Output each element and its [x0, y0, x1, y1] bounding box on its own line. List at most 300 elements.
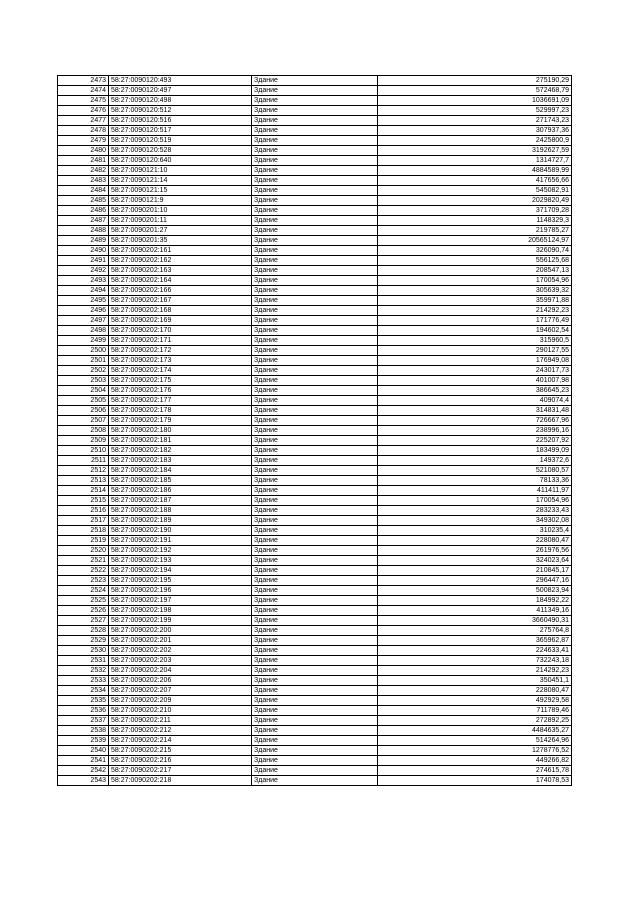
row-number-cell: 2528	[58, 626, 109, 636]
cadastral-value-cell: 4884589,99	[378, 166, 572, 176]
row-number-cell: 2501	[58, 356, 109, 366]
cadastral-value-cell: 529997,23	[378, 106, 572, 116]
cadastral-number-cell: 58:27:0090120:517	[109, 126, 252, 136]
cadastral-value-cell: 176949,08	[378, 356, 572, 366]
object-type-cell: Здание	[252, 746, 378, 756]
object-type-cell: Здание	[252, 266, 378, 276]
cadastral-value-cell: 1148329,3	[378, 216, 572, 226]
cadastral-number-cell: 58:27:0090120:512	[109, 106, 252, 116]
row-number-cell: 2483	[58, 176, 109, 186]
object-type-cell: Здание	[252, 256, 378, 266]
table-row	[58, 616, 572, 626]
row-number-cell: 2529	[58, 636, 109, 646]
object-type-cell: Здание	[252, 386, 378, 396]
object-type-cell: Здание	[252, 736, 378, 746]
cadastral-number-cell: 58:27:0090202:189	[109, 516, 252, 526]
table-row	[58, 646, 572, 656]
table-row	[58, 346, 572, 356]
row-number-cell: 2520	[58, 546, 109, 556]
object-type-cell: Здание	[252, 776, 378, 786]
table-row	[58, 176, 572, 186]
cadastral-value-cell: 171776,49	[378, 316, 572, 326]
cadastral-number-cell: 58:27:0090120:493	[109, 76, 252, 86]
cadastral-number-cell: 58:27:0090202:162	[109, 256, 252, 266]
cadastral-number-cell: 58:27:0090202:197	[109, 596, 252, 606]
object-type-cell: Здание	[252, 656, 378, 666]
row-number-cell: 2540	[58, 746, 109, 756]
cadastral-value-cell: 184992,22	[378, 596, 572, 606]
table-row	[58, 76, 572, 86]
row-number-cell: 2484	[58, 186, 109, 196]
table-row	[58, 686, 572, 696]
object-type-cell: Здание	[252, 586, 378, 596]
table-row	[58, 766, 572, 776]
cadastral-number-cell: 58:27:0090202:179	[109, 416, 252, 426]
object-type-cell: Здание	[252, 486, 378, 496]
row-number-cell: 2482	[58, 166, 109, 176]
cadastral-value-cell: 572468,79	[378, 86, 572, 96]
row-number-cell: 2480	[58, 146, 109, 156]
row-number-cell: 2487	[58, 216, 109, 226]
cadastral-number-cell: 58:27:0090201:35	[109, 236, 252, 246]
cadastral-number-cell: 58:27:0090202:175	[109, 376, 252, 386]
row-number-cell: 2478	[58, 126, 109, 136]
row-number-cell: 2475	[58, 96, 109, 106]
table-row	[58, 486, 572, 496]
cadastral-value-cell: 411411,97	[378, 486, 572, 496]
object-type-cell: Здание	[252, 86, 378, 96]
row-number-cell: 2485	[58, 196, 109, 206]
table-row	[58, 266, 572, 276]
cadastral-number-cell: 58:27:0090202:172	[109, 346, 252, 356]
object-type-cell: Здание	[252, 216, 378, 226]
table-row	[58, 606, 572, 616]
cadastral-value-cell: 296447,16	[378, 576, 572, 586]
object-type-cell: Здание	[252, 206, 378, 216]
cadastral-value-table	[57, 75, 572, 786]
cadastral-number-cell: 58:27:0090121:10	[109, 166, 252, 176]
table-row	[58, 376, 572, 386]
object-type-cell: Здание	[252, 306, 378, 316]
cadastral-number-cell: 58:27:0090202:195	[109, 576, 252, 586]
cadastral-number-cell: 58:27:0090202:196	[109, 586, 252, 596]
row-number-cell: 2537	[58, 716, 109, 726]
table-row	[58, 406, 572, 416]
object-type-cell: Здание	[252, 496, 378, 506]
row-number-cell: 2531	[58, 656, 109, 666]
row-number-cell: 2474	[58, 86, 109, 96]
object-type-cell: Здание	[252, 76, 378, 86]
table-row	[58, 716, 572, 726]
table-row	[58, 756, 572, 766]
table-row	[58, 426, 572, 436]
cadastral-value-cell: 238996,16	[378, 426, 572, 436]
cadastral-value-cell: 1278776,52	[378, 746, 572, 756]
cadastral-number-cell: 58:27:0090202:206	[109, 676, 252, 686]
object-type-cell: Здание	[252, 346, 378, 356]
table-row	[58, 656, 572, 666]
object-type-cell: Здание	[252, 376, 378, 386]
cadastral-number-cell: 58:27:0090202:185	[109, 476, 252, 486]
cadastral-number-cell: 58:27:0090202:207	[109, 686, 252, 696]
cadastral-number-cell: 58:27:0090202:201	[109, 636, 252, 646]
row-number-cell: 2493	[58, 276, 109, 286]
object-type-cell: Здание	[252, 366, 378, 376]
object-type-cell: Здание	[252, 136, 378, 146]
cadastral-value-cell: 514264,96	[378, 736, 572, 746]
cadastral-value-cell: 174078,53	[378, 776, 572, 786]
table-row	[58, 436, 572, 446]
row-number-cell: 2481	[58, 156, 109, 166]
table-row	[58, 216, 572, 226]
cadastral-value-cell: 2029820,49	[378, 196, 572, 206]
row-number-cell: 2519	[58, 536, 109, 546]
cadastral-number-cell: 58:27:0090201:27	[109, 226, 252, 236]
table-row	[58, 116, 572, 126]
table-row	[58, 256, 572, 266]
object-type-cell: Здание	[252, 606, 378, 616]
cadastral-number-cell: 58:27:0090120:516	[109, 116, 252, 126]
cadastral-number-cell: 58:27:0090202:211	[109, 716, 252, 726]
cadastral-value-cell: 492929,58	[378, 696, 572, 706]
row-number-cell: 2488	[58, 226, 109, 236]
cadastral-number-cell: 58:27:0090202:194	[109, 566, 252, 576]
cadastral-number-cell: 58:27:0090202:180	[109, 426, 252, 436]
object-type-cell: Здание	[252, 446, 378, 456]
row-number-cell: 2492	[58, 266, 109, 276]
cadastral-value-cell: 210845,17	[378, 566, 572, 576]
cadastral-number-cell: 58:27:0090202:176	[109, 386, 252, 396]
object-type-cell: Здание	[252, 566, 378, 576]
cadastral-number-cell: 58:27:0090202:216	[109, 756, 252, 766]
cadastral-value-cell: 359971,88	[378, 296, 572, 306]
cadastral-number-cell: 58:27:0090121:15	[109, 186, 252, 196]
row-number-cell: 2490	[58, 246, 109, 256]
table-row	[58, 386, 572, 396]
table-row	[58, 736, 572, 746]
table-row	[58, 246, 572, 256]
table-row	[58, 546, 572, 556]
object-type-cell: Здание	[252, 766, 378, 776]
object-type-cell: Здание	[252, 226, 378, 236]
cadastral-number-cell: 58:27:0090202:167	[109, 296, 252, 306]
row-number-cell: 2479	[58, 136, 109, 146]
cadastral-value-cell: 219785,27	[378, 226, 572, 236]
table-row	[58, 746, 572, 756]
object-type-cell: Здание	[252, 406, 378, 416]
cadastral-number-cell: 58:27:0090202:166	[109, 286, 252, 296]
table-row	[58, 706, 572, 716]
cadastral-number-cell: 58:27:0090202:204	[109, 666, 252, 676]
cadastral-value-cell: 214292,23	[378, 666, 572, 676]
table-row	[58, 96, 572, 106]
cadastral-value-cell: 272892,25	[378, 716, 572, 726]
cadastral-value-cell: 349302,08	[378, 516, 572, 526]
cadastral-value-cell: 149372,6	[378, 456, 572, 466]
row-number-cell: 2510	[58, 446, 109, 456]
cadastral-value-cell: 2425800,9	[378, 136, 572, 146]
cadastral-value-cell: 324023,64	[378, 556, 572, 566]
cadastral-number-cell: 58:27:0090202:181	[109, 436, 252, 446]
row-number-cell: 2538	[58, 726, 109, 736]
row-number-cell: 2517	[58, 516, 109, 526]
cadastral-number-cell: 58:27:0090202:174	[109, 366, 252, 376]
cadastral-number-cell: 58:27:0090202:188	[109, 506, 252, 516]
cadastral-number-cell: 58:27:0090201:11	[109, 216, 252, 226]
cadastral-value-cell: 3660490,31	[378, 616, 572, 626]
table-row	[58, 366, 572, 376]
cadastral-value-cell: 521080,57	[378, 466, 572, 476]
cadastral-value-cell: 228080,47	[378, 536, 572, 546]
row-number-cell: 2533	[58, 676, 109, 686]
object-type-cell: Здание	[252, 326, 378, 336]
row-number-cell: 2543	[58, 776, 109, 786]
row-number-cell: 2506	[58, 406, 109, 416]
object-type-cell: Здание	[252, 706, 378, 716]
object-type-cell: Здание	[252, 396, 378, 406]
cadastral-number-cell: 58:27:0090202:218	[109, 776, 252, 786]
row-number-cell: 2524	[58, 586, 109, 596]
row-number-cell: 2477	[58, 116, 109, 126]
row-number-cell: 2494	[58, 286, 109, 296]
object-type-cell: Здание	[252, 636, 378, 646]
cadastral-number-cell: 58:27:0090202:169	[109, 316, 252, 326]
table-row	[58, 166, 572, 176]
cadastral-number-cell: 58:27:0090202:193	[109, 556, 252, 566]
cadastral-value-cell: 365962,87	[378, 636, 572, 646]
object-type-cell: Здание	[252, 646, 378, 656]
row-number-cell: 2515	[58, 496, 109, 506]
row-number-cell: 2518	[58, 526, 109, 536]
cadastral-number-cell: 58:27:0090202:164	[109, 276, 252, 286]
object-type-cell: Здание	[252, 246, 378, 256]
row-number-cell: 2516	[58, 506, 109, 516]
cadastral-value-cell: 305639,32	[378, 286, 572, 296]
table-row	[58, 666, 572, 676]
table-row	[58, 466, 572, 476]
cadastral-value-cell: 500823,94	[378, 586, 572, 596]
row-number-cell: 2486	[58, 206, 109, 216]
cadastral-value-cell: 409074,4	[378, 396, 572, 406]
cadastral-number-cell: 58:27:0090121:9	[109, 196, 252, 206]
cadastral-value-cell: 261976,56	[378, 546, 572, 556]
table-row	[58, 196, 572, 206]
cadastral-value-cell: 401007,98	[378, 376, 572, 386]
table-row	[58, 596, 572, 606]
object-type-cell: Здание	[252, 156, 378, 166]
object-type-cell: Здание	[252, 116, 378, 126]
table-row	[58, 726, 572, 736]
object-type-cell: Здание	[252, 106, 378, 116]
row-number-cell: 2539	[58, 736, 109, 746]
table-row	[58, 156, 572, 166]
cadastral-number-cell: 58:27:0090202:186	[109, 486, 252, 496]
row-number-cell: 2505	[58, 396, 109, 406]
cadastral-number-cell: 58:27:0090202:190	[109, 526, 252, 536]
cadastral-value-cell: 371709,28	[378, 206, 572, 216]
row-number-cell: 2514	[58, 486, 109, 496]
row-number-cell: 2503	[58, 376, 109, 386]
object-type-cell: Здание	[252, 456, 378, 466]
cadastral-value-cell: 307937,36	[378, 126, 572, 136]
object-type-cell: Здание	[252, 716, 378, 726]
object-type-cell: Здание	[252, 126, 378, 136]
cadastral-number-cell: 58:27:0090202:163	[109, 266, 252, 276]
object-type-cell: Здание	[252, 506, 378, 516]
row-number-cell: 2525	[58, 596, 109, 606]
object-type-cell: Здание	[252, 546, 378, 556]
cadastral-number-cell: 58:27:0090202:182	[109, 446, 252, 456]
table-row	[58, 86, 572, 96]
table-row	[58, 136, 572, 146]
row-number-cell: 2498	[58, 326, 109, 336]
object-type-cell: Здание	[252, 686, 378, 696]
cadastral-value-cell: 228080,47	[378, 686, 572, 696]
table-row	[58, 576, 572, 586]
table-row	[58, 296, 572, 306]
row-number-cell: 2489	[58, 236, 109, 246]
row-number-cell: 2473	[58, 76, 109, 86]
cadastral-value-cell: 214292,23	[378, 306, 572, 316]
cadastral-number-cell: 58:27:0090202:184	[109, 466, 252, 476]
cadastral-value-cell: 411349,16	[378, 606, 572, 616]
table-row	[58, 556, 572, 566]
object-type-cell: Здание	[252, 666, 378, 676]
cadastral-number-cell: 58:27:0090202:209	[109, 696, 252, 706]
cadastral-value-cell: 314831,48	[378, 406, 572, 416]
table-row	[58, 106, 572, 116]
cadastral-number-cell: 58:27:0090202:198	[109, 606, 252, 616]
row-number-cell: 2508	[58, 426, 109, 436]
cadastral-value-cell: 274615,78	[378, 766, 572, 776]
row-number-cell: 2535	[58, 696, 109, 706]
table-row	[58, 396, 572, 406]
cadastral-value-cell: 225207,92	[378, 436, 572, 446]
cadastral-number-cell: 58:27:0090202:161	[109, 246, 252, 256]
cadastral-value-cell: 449266,82	[378, 756, 572, 766]
table-row	[58, 316, 572, 326]
table-row	[58, 446, 572, 456]
row-number-cell: 2523	[58, 576, 109, 586]
cadastral-number-cell: 58:27:0090202:178	[109, 406, 252, 416]
cadastral-number-cell: 58:27:0090202:183	[109, 456, 252, 466]
row-number-cell: 2511	[58, 456, 109, 466]
cadastral-value-cell: 78133,36	[378, 476, 572, 486]
object-type-cell: Здание	[252, 696, 378, 706]
cadastral-number-cell: 58:27:0090202:202	[109, 646, 252, 656]
table-row	[58, 146, 572, 156]
cadastral-value-cell: 224633,41	[378, 646, 572, 656]
cadastral-value-cell: 545082,91	[378, 186, 572, 196]
table-row	[58, 186, 572, 196]
object-type-cell: Здание	[252, 516, 378, 526]
cadastral-value-cell: 208547,13	[378, 266, 572, 276]
object-type-cell: Здание	[252, 676, 378, 686]
cadastral-value-cell: 726667,96	[378, 416, 572, 426]
cadastral-value-cell: 275190,29	[378, 76, 572, 86]
cadastral-value-cell: 711789,46	[378, 706, 572, 716]
cadastral-number-cell: 58:27:0090202:173	[109, 356, 252, 366]
table-row	[58, 626, 572, 636]
table-row	[58, 506, 572, 516]
cadastral-number-cell: 58:27:0090202:170	[109, 326, 252, 336]
object-type-cell: Здание	[252, 556, 378, 566]
cadastral-number-cell: 58:27:0090120:528	[109, 146, 252, 156]
cadastral-value-cell: 290127,55	[378, 346, 572, 356]
object-type-cell: Здание	[252, 526, 378, 536]
cadastral-number-cell: 58:27:0090202:191	[109, 536, 252, 546]
cadastral-number-cell: 58:27:0090202:210	[109, 706, 252, 716]
cadastral-value-cell: 310235,4	[378, 526, 572, 536]
cadastral-value-cell: 326090,74	[378, 246, 572, 256]
row-number-cell: 2541	[58, 756, 109, 766]
row-number-cell: 2527	[58, 616, 109, 626]
row-number-cell: 2522	[58, 566, 109, 576]
cadastral-number-cell: 58:27:0090202:200	[109, 626, 252, 636]
object-type-cell: Здание	[252, 96, 378, 106]
cadastral-number-cell: 58:27:0090202:171	[109, 336, 252, 346]
object-type-cell: Здание	[252, 426, 378, 436]
cadastral-value-cell: 183499,09	[378, 446, 572, 456]
cadastral-number-cell: 58:27:0090121:14	[109, 176, 252, 186]
object-type-cell: Здание	[252, 166, 378, 176]
object-type-cell: Здание	[252, 146, 378, 156]
table-row	[58, 476, 572, 486]
cadastral-value-cell: 4484635,27	[378, 726, 572, 736]
row-number-cell: 2526	[58, 606, 109, 616]
table-row	[58, 336, 572, 346]
cadastral-value-cell: 271743,23	[378, 116, 572, 126]
row-number-cell: 2542	[58, 766, 109, 776]
table-row	[58, 356, 572, 366]
table-row	[58, 326, 572, 336]
object-type-cell: Здание	[252, 296, 378, 306]
table-row	[58, 536, 572, 546]
table-row	[58, 276, 572, 286]
cadastral-value-cell: 170054,96	[378, 496, 572, 506]
cadastral-value-cell: 556125,68	[378, 256, 572, 266]
table-row	[58, 306, 572, 316]
object-type-cell: Здание	[252, 436, 378, 446]
cadastral-value-cell: 170054,96	[378, 276, 572, 286]
row-number-cell: 2504	[58, 386, 109, 396]
cadastral-value-cell: 20565124,97	[378, 236, 572, 246]
table-row	[58, 496, 572, 506]
object-type-cell: Здание	[252, 616, 378, 626]
cadastral-number-cell: 58:27:0090120:497	[109, 86, 252, 96]
object-type-cell: Здание	[252, 416, 378, 426]
cadastral-number-cell: 58:27:0090202:212	[109, 726, 252, 736]
row-number-cell: 2507	[58, 416, 109, 426]
cadastral-number-cell: 58:27:0090202:177	[109, 396, 252, 406]
cadastral-number-cell: 58:27:0090201:10	[109, 206, 252, 216]
table-row	[58, 566, 572, 576]
row-number-cell: 2497	[58, 316, 109, 326]
cadastral-value-cell: 243017,73	[378, 366, 572, 376]
table-row	[58, 526, 572, 536]
object-type-cell: Здание	[252, 176, 378, 186]
object-type-cell: Здание	[252, 356, 378, 366]
cadastral-number-cell: 58:27:0090120:498	[109, 96, 252, 106]
object-type-cell: Здание	[252, 466, 378, 476]
table-row	[58, 456, 572, 466]
cadastral-number-cell: 58:27:0090120:519	[109, 136, 252, 146]
cadastral-value-cell: 350451,1	[378, 676, 572, 686]
cadastral-number-cell: 58:27:0090202:168	[109, 306, 252, 316]
table-row	[58, 236, 572, 246]
row-number-cell: 2502	[58, 366, 109, 376]
cadastral-value-cell: 386645,23	[378, 386, 572, 396]
